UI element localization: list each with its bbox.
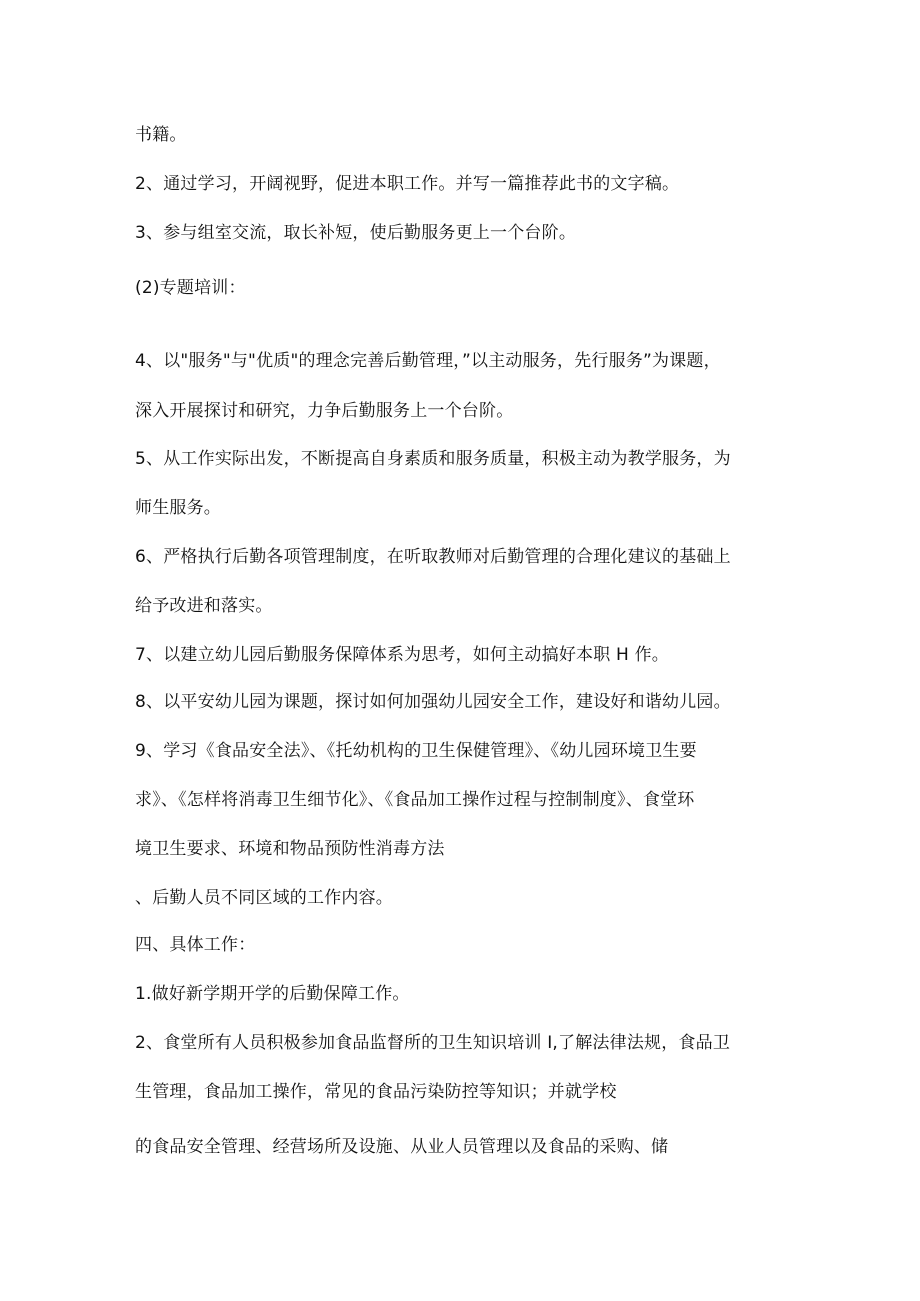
text-line: 1.做好新学期开学的后勤保障工作。 (135, 984, 410, 1004)
text-line: 境卫生要求、环境和物品预防性消毒方法 (135, 839, 445, 859)
text-line: 4、以"服务"与"优质"的理念完善后勤管理，”以主动服务，先行服务”为课题， (135, 351, 721, 371)
text-line: 5、从工作实际出发，不断提高自身素质和服务质量，积极主动为教学服务，为 (135, 449, 731, 469)
text-line: 的食品安全管理、经营场所及设施、从业人员管理以及食品的采购、储 (135, 1137, 669, 1157)
text-line: 3、参与组室交流，取长补短，使后勤服务更上一个台阶。 (135, 223, 577, 243)
section-heading: (2)专题培训： (135, 278, 246, 298)
text-line: 给予改进和落实。 (135, 596, 273, 616)
text-line: 8、以平安幼儿园为课题，探讨如何加强幼儿园安全工作，建设好和谐幼儿园。 (135, 692, 731, 712)
section-heading: 四、具体工作： (135, 935, 256, 955)
text-line: 书籍。 (135, 125, 187, 145)
text-line: 7、以建立幼儿园后勤服务保障体系为思考，如何主动搞好本职 H 作。 (135, 645, 670, 665)
text-line: 深入开展探讨和研究，力争后勤服务上一个台阶。 (135, 401, 514, 421)
text-line: 6、严格执行后勤各项管理制度，在听取教师对后勤管理的合理化建议的基础上 (135, 547, 731, 567)
text-line: 师生服务。 (135, 498, 221, 518)
text-line: 求》、《怎样将消毒卫生细节化》、《食品加工操作过程与控制制度》、食堂环 (135, 790, 695, 810)
text-line: 生管理，食品加工操作，常见的食品污染防控等知识；并就学校 (135, 1082, 617, 1102)
text-line: 2、通过学习，开阔视野，促进本职工作。并写一篇推荐此书的文字稿。 (135, 174, 680, 194)
text-line: 、后勤人员不同区域的工作内容。 (135, 888, 393, 908)
text-line: 9、学习《食品安全法》、《托幼机构的卫生保健管理》、《幼儿园环境卫生要 (135, 741, 697, 761)
text-line: 2、食堂所有人员积极参加食品监督所的卫生知识培训 I,了解法律法规，食品卫 (135, 1033, 731, 1053)
